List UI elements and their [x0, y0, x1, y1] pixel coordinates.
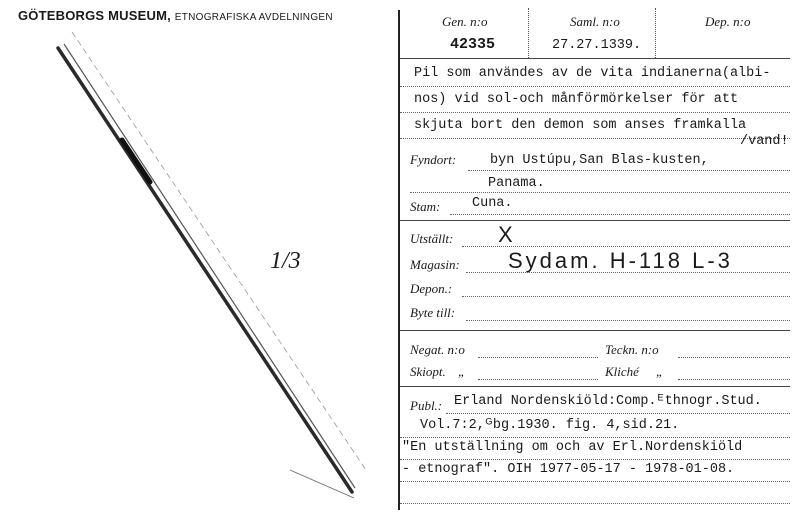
- rule: [400, 459, 790, 460]
- gen-no-label: Gen. n:o: [442, 14, 488, 29]
- rule: [468, 170, 790, 171]
- kliche-ditto: „: [656, 364, 664, 379]
- magasin-value: Sydam. H-118 L-3: [508, 248, 733, 273]
- kliche-label: Kliché: [605, 364, 639, 379]
- rule: [400, 220, 790, 221]
- rule: [466, 320, 790, 321]
- publ-line-4: - etnograf". OIH 1977-05-17 - 1978-01-08.: [402, 462, 735, 477]
- dep-no-label: Dep. n:o: [705, 14, 751, 29]
- negat-no-label: Negat. n:o: [410, 342, 465, 357]
- header-divider-2: [655, 8, 656, 58]
- rule: [478, 357, 598, 358]
- rule: [678, 357, 790, 358]
- arrow-shaft: [58, 48, 352, 492]
- byte-till-label: Byte till:: [410, 305, 456, 320]
- magasin-label: Magasin:: [410, 257, 460, 272]
- arrow-photo: [0, 0, 398, 518]
- saml-no-value: 27.27.1339.: [552, 38, 642, 53]
- publ-line-3: "En utställning om och av Erl.Nordenskiöld: [402, 440, 743, 455]
- rule: [400, 138, 790, 139]
- guide-line: [72, 32, 366, 470]
- gen-no-value: 42335: [450, 36, 496, 53]
- header-rule: [400, 58, 790, 59]
- utstallt-value: X: [498, 222, 516, 247]
- rule: [410, 192, 790, 193]
- publ-line-2: Vol.7:2,ᴳbg.1930. fig. 4,sid.21.: [420, 418, 680, 433]
- skiopt-ditto: „: [458, 364, 466, 379]
- rule: [400, 437, 790, 438]
- rule: [478, 379, 598, 380]
- description-line-3: skjuta bort den demon som anses framkalla: [414, 118, 747, 133]
- sketch-mark: [290, 470, 354, 498]
- rule: [446, 413, 790, 414]
- rule: [400, 112, 790, 113]
- description-line-2: nos) vid sol-och månförmörkelser för att: [414, 92, 739, 107]
- rule: [450, 214, 790, 215]
- rule: [462, 296, 790, 297]
- fyndort-value-2: Panama.: [488, 176, 545, 191]
- publ-label: Publ.:: [410, 398, 443, 413]
- rule: [400, 503, 790, 504]
- utstallt-label: Utställt:: [410, 231, 454, 246]
- publ-line-1: Erland Nordenskiöld:Comp.ᴱthnogr.Stud.: [454, 394, 762, 409]
- description-continuation: /vand!: [740, 134, 789, 149]
- fyndort-label: Fyndort:: [410, 152, 457, 167]
- teckn-no-label: Teckn. n:o: [605, 342, 659, 357]
- header-divider-1: [528, 8, 529, 58]
- rule: [462, 246, 790, 247]
- stam-value: Cuna.: [472, 196, 513, 211]
- rule: [678, 379, 790, 380]
- rule: [400, 330, 790, 331]
- museum-name: GÖTEBORGS MUSEUM,: [18, 8, 171, 23]
- depon-label: Depon.:: [410, 281, 453, 296]
- department-name: ETNOGRAFISKA AVDELNINGEN: [174, 12, 333, 23]
- arrow-binding: [122, 140, 150, 182]
- description-line-1: Pil som användes av de vita indianerna(albi-: [414, 66, 771, 81]
- rule: [400, 386, 790, 387]
- fyndort-value-1: byn Ustúpu,San Blas-kusten,: [490, 153, 709, 168]
- rule: [400, 481, 790, 482]
- scale-note: 1/3: [270, 248, 301, 274]
- catalogue-card: [400, 0, 800, 518]
- rule: [466, 272, 790, 273]
- stam-label: Stam:: [410, 199, 441, 214]
- arrow-shaft-edge: [64, 44, 355, 488]
- saml-no-label: Saml. n:o: [570, 14, 620, 29]
- rule: [400, 86, 790, 87]
- skiopt-label: Skiopt.: [410, 364, 446, 379]
